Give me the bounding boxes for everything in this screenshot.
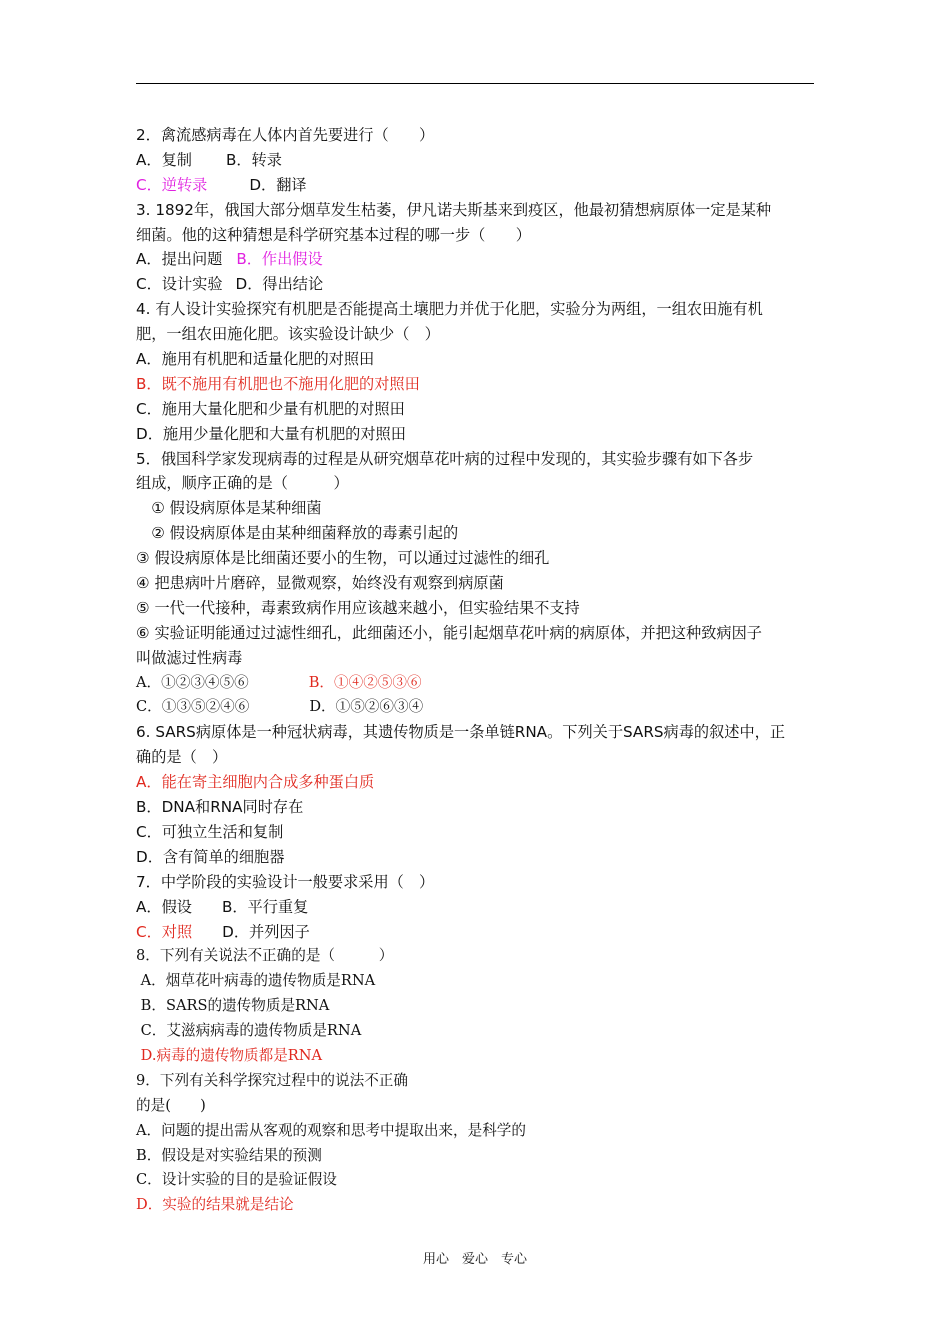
question-7-options-cd — [136, 920, 816, 945]
question-7-options-ab — [136, 895, 816, 920]
option-a-answer: A．能在寄主细胞内合成多种蛋白质 — [136, 773, 375, 792]
option-d: D．含有简单的细胞器 — [136, 847, 285, 866]
question-5-options-ab — [136, 671, 816, 696]
question-9-stem-1: 9．下列有关科学探究过程中的说法不正确 — [136, 1071, 408, 1089]
option-d-answer: D．实验的结果就是结论 — [136, 1196, 294, 1214]
option-a: A．①②③④⑤⑥ — [136, 673, 249, 691]
step-4: ④ 把患病叶片磨碎，显微观察，始终没有观察到病原菌 — [136, 574, 504, 593]
step-3: ③ 假设病原体是比细菌还要小的生物，可以通过过滤性的细孔 — [136, 549, 550, 568]
question-4-stem-1: 4. 有人设计实验探究有机肥是否能提高土壤肥力并优于化肥，实验分为两组，一组农田施有机 — [136, 300, 763, 319]
question-2-options-ab — [136, 148, 816, 173]
option-d: D．翻译 — [249, 175, 307, 194]
option-c: C．设计实验的目的是验证假设 — [136, 1171, 337, 1189]
question-3-stem-2: 细菌。他的这种猜想是科学研究基本过程的哪一步（ ） — [136, 225, 531, 244]
option-d: D．施用少量化肥和大量有机肥的对照田 — [136, 424, 406, 443]
step-6-line-2: 叫做滤过性病毒 — [136, 648, 243, 667]
option-b: B．假设是对实验结果的预测 — [136, 1146, 322, 1164]
question-list — [136, 123, 816, 1218]
step-2: ② 假设病原体是由某种细菌释放的毒素引起的 — [136, 524, 459, 543]
option-a: A．问题的提出需从客观的观察和思考中提取出来，是科学的 — [136, 1121, 526, 1139]
question-7-stem: 7．中学阶段的实验设计一般要求采用（ ） — [136, 872, 435, 891]
question-2-stem: 2．禽流感病毒在人体内首先要进行（ ） — [136, 126, 435, 144]
option-d-answer: D.病毒的遗传物质都是RNA — [136, 1046, 323, 1064]
page-footer: 用心 爱心 专心 — [422, 1252, 527, 1267]
question-8-stem: 8．下列有关说法不正确的是（ ） — [136, 947, 394, 965]
option-b-answer: B．作出假设 — [236, 250, 323, 269]
option-c-answer: C．对照 — [136, 922, 193, 941]
option-b: B．平行重复 — [221, 897, 309, 916]
option-d: D．并列因子 — [222, 922, 310, 941]
option-a: A．施用有机肥和适量化肥的对照田 — [136, 350, 375, 369]
question-3-options-ab — [136, 247, 816, 272]
option-b: B．SARS的遗传物质是RNA — [136, 997, 330, 1015]
step-6-line-1: ⑥ 实验证明能通过过滤性细孔，此细菌还小，能引起烟草花叶病的病原体，并把这种致病因子 — [136, 623, 762, 642]
option-d: D．①⑤②⑥③④ — [309, 698, 424, 716]
option-a: A．提出问题 — [136, 250, 223, 269]
option-c: C．艾滋病病毒的遗传物质是RNA — [136, 1022, 362, 1040]
question-9-stem-2: 的是( ) — [136, 1096, 206, 1114]
option-a: A．复制 — [136, 150, 192, 169]
option-c: C．①③⑤②④⑥ — [136, 698, 250, 716]
question-3-stem-1: 3. 1892年，俄国大部分烟草发生枯萎，伊凡诺夫斯基来到疫区，他最初猜想病原体一定是某种 — [136, 200, 772, 219]
option-a: A．假设 — [136, 897, 192, 916]
question-5-options-cd — [136, 695, 816, 720]
question-2-options-cd — [136, 173, 816, 198]
option-b: B．DNA和RNA同时存在 — [136, 798, 304, 817]
question-5-stem-1: 5．俄国科学家发现病毒的过程是从研究烟草花叶病的过程中发现的，其实验步骤有如下各步 — [136, 449, 754, 468]
option-a: A．烟草花叶病毒的遗传物质是RNA — [136, 972, 376, 990]
question-3-options-cd — [136, 272, 816, 297]
option-c: C．施用大量化肥和少量有机肥的对照田 — [136, 399, 405, 418]
step-1: ① 假设病原体是某种细菌 — [136, 499, 322, 518]
question-4-stem-2: 肥，一组农田施化肥。该实验设计缺少（ ） — [136, 325, 440, 344]
option-b-answer: B．①④②⑤③⑥ — [308, 673, 422, 691]
option-c-answer: C．逆转录 — [136, 175, 208, 194]
option-b-answer: B．既不施用有机肥也不施用化肥的对照田 — [136, 374, 420, 393]
question-6-stem-1: 6. SARS病原体是一种冠状病毒，其遗传物质是一条单链RNA。下列关于SARS病毒的叙述中，正 — [136, 723, 786, 742]
option-d: D．得出结论 — [235, 275, 324, 294]
option-c: C．可独立生活和复制 — [136, 822, 284, 841]
question-6-stem-2: 确的是（ ） — [136, 748, 228, 767]
step-5: ⑤ 一代一代接种，毒素致病作用应该越来越小，但实验结果不支持 — [136, 598, 580, 617]
question-5-stem-2: 组成，顺序正确的是（ ） — [136, 474, 349, 493]
option-b: B．转录 — [225, 150, 282, 169]
header-rule — [136, 83, 814, 84]
option-c: C．设计实验 — [136, 275, 223, 294]
